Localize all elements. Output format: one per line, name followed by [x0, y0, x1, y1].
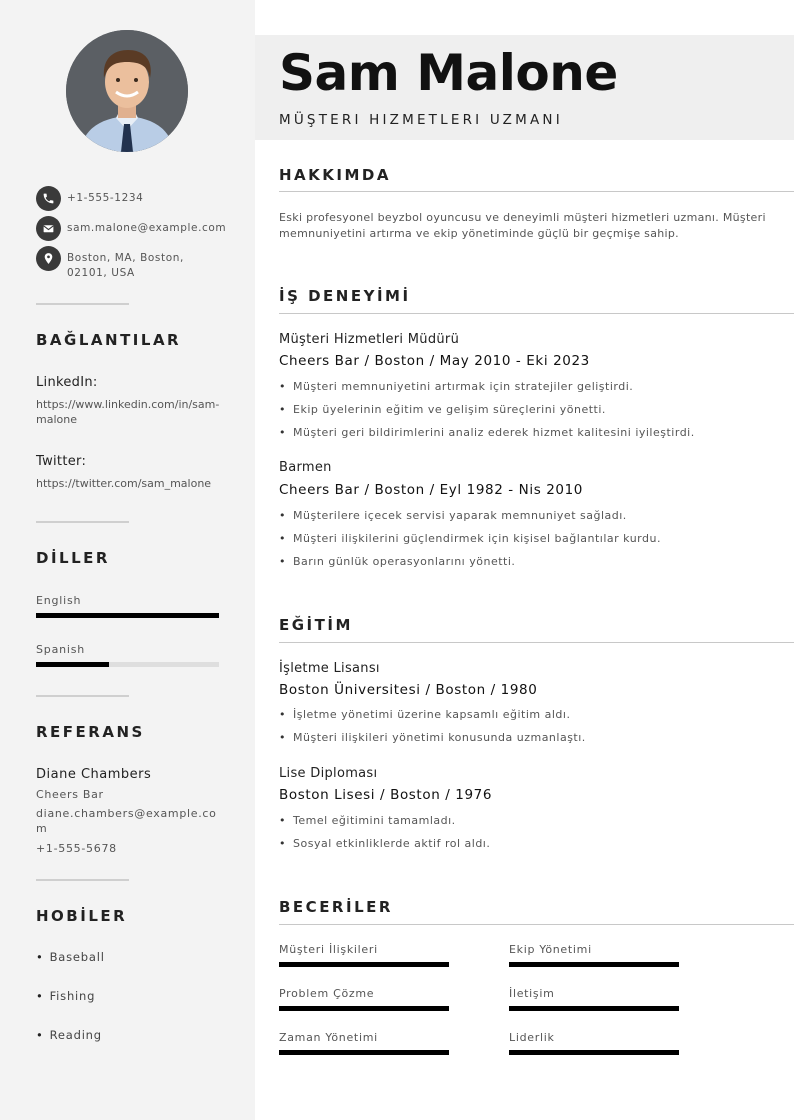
skill-name: Problem Çözme [279, 987, 375, 1000]
experience-bullet: • Barın günlük operasyonlarını yönetti. [279, 555, 515, 568]
skill-level-bar [279, 1050, 449, 1055]
hobbies-heading: HOBİLER [36, 907, 128, 925]
experience-subtitle: Cheers Bar / Boston / Eyl 1982 - Nis 2010 [279, 482, 583, 498]
avatar [66, 30, 188, 152]
experience-bullet: • Müşteri memnuniyetini artırmak için stratejiler geliştirdi. [279, 380, 633, 393]
education-subtitle: Boston Üniversitesi / Boston / 1980 [279, 682, 538, 698]
education-title: Lise Diploması [279, 766, 378, 781]
skill-name: Ekip Yönetimi [509, 943, 592, 956]
skill-level-fill [509, 1006, 679, 1011]
language-level-bar [36, 613, 219, 618]
experience-bullet: • Müşterilere içecek servisi yaparak memnuniyet sağladı. [279, 509, 627, 522]
section-rule [279, 313, 794, 314]
reference-email: diane.chambers@example.com [36, 807, 217, 835]
experience-bullet: • Ekip üyelerinin eğitim ve gelişim süreçlerini yönetti. [279, 403, 606, 416]
education-heading: EĞİTİM [279, 616, 353, 634]
skill-level-bar [509, 1050, 679, 1055]
language-level-fill [36, 662, 109, 667]
profile-photo [66, 30, 188, 152]
hobby-item: • Baseball [36, 950, 105, 964]
education-bullet: • Sosyal etkinliklerde aktif rol aldı. [279, 837, 490, 850]
language-level-fill [36, 613, 219, 618]
skill-name: Liderlik [509, 1031, 555, 1044]
skill-name: İletişim [509, 987, 555, 1000]
email-text: sam.malone@example.com [67, 222, 227, 234]
skill-level-fill [509, 962, 679, 967]
phone-text: +1-555-1234 [67, 192, 144, 204]
education-title: İşletme Lisansı [279, 661, 380, 676]
skill-level-fill [279, 962, 449, 967]
linkedin-link[interactable]: https://www.linkedin.com/in/sam-malone [36, 398, 220, 426]
education-subtitle: Boston Lisesi / Boston / 1976 [279, 787, 493, 803]
education-bullet: • İşletme yönetimi üzerine kapsamlı eğitim aldı. [279, 708, 570, 721]
education-bullet: • Temel eğitimini tamamladı. [279, 814, 456, 827]
skill-level-fill [509, 1050, 679, 1055]
contact-phone [36, 186, 143, 211]
skill-level-fill [279, 1050, 449, 1055]
person-name: Sam Malone [279, 44, 618, 102]
skill-level-bar [509, 962, 679, 967]
skill-name: Müşteri İlişkileri [279, 943, 378, 956]
about-heading: HAKKIMDA [279, 166, 391, 184]
education-bullet: • Müşteri ilişkileri yönetimi konusunda uzmanlaştı. [279, 731, 586, 744]
experience-bullet: • Müşteri ilişkilerini güçlendirmek için kişisel bağlantılar kurdu. [279, 532, 661, 545]
main-content [255, 0, 794, 1120]
about-text: Eski profesyonel beyzbol oyuncusu ve deneyimli müşteri hizmetleri uzmanı. Müşteri memnuniyetini artırma ve ekip yönetiminde güçlü bir geçmişe sahip. [279, 211, 766, 240]
experience-subtitle: Cheers Bar / Boston / May 2010 - Eki 2023 [279, 353, 590, 369]
links-heading: BAĞLANTILAR [36, 331, 182, 349]
contact-address [36, 246, 197, 281]
skills-heading: BECERİLER [279, 898, 393, 916]
language-name: English [36, 594, 82, 607]
location-pin-icon [36, 246, 61, 271]
languages-heading: DİLLER [36, 549, 110, 567]
experience-bullet: • Müşteri geri bildirimlerini analiz ederek hizmet kalitesini iyileştirdi. [279, 426, 695, 439]
address-text: Boston, MA, Boston, 02101, USA [67, 252, 184, 279]
experience-heading: İŞ DENEYİMİ [279, 287, 411, 305]
divider [36, 521, 129, 523]
reference-heading: REFERANS [36, 723, 145, 741]
language-name: Spanish [36, 643, 86, 656]
section-rule [279, 191, 794, 192]
skill-name: Zaman Yönetimi [279, 1031, 378, 1044]
language-level-bar [36, 662, 219, 667]
sidebar [0, 0, 255, 1120]
twitter-link[interactable]: https://twitter.com/sam_malone [36, 477, 212, 490]
divider [36, 695, 129, 697]
divider [36, 303, 129, 305]
hobby-item: • Reading [36, 1028, 102, 1042]
skill-level-fill [279, 1006, 449, 1011]
reference-name: Diane Chambers [36, 767, 152, 782]
linkedin-label: LinkedIn: [36, 375, 98, 390]
experience-title: Müşteri Hizmetleri Müdürü [279, 332, 460, 347]
section-rule [279, 924, 794, 925]
contact-email [36, 216, 226, 241]
experience-title: Barmen [279, 460, 332, 475]
twitter-label: Twitter: [36, 454, 87, 469]
hobby-item: • Fishing [36, 989, 95, 1003]
section-rule [279, 642, 794, 643]
divider [36, 879, 129, 881]
phone-icon [36, 186, 61, 211]
reference-company: Cheers Bar [36, 788, 104, 801]
reference-phone: +1-555-5678 [36, 842, 117, 855]
skill-level-bar [279, 1006, 449, 1011]
envelope-icon [36, 216, 61, 241]
skill-level-bar [509, 1006, 679, 1011]
job-title: MÜŞTERI HIZMETLERI UZMANI [279, 112, 563, 128]
skill-level-bar [279, 962, 449, 967]
